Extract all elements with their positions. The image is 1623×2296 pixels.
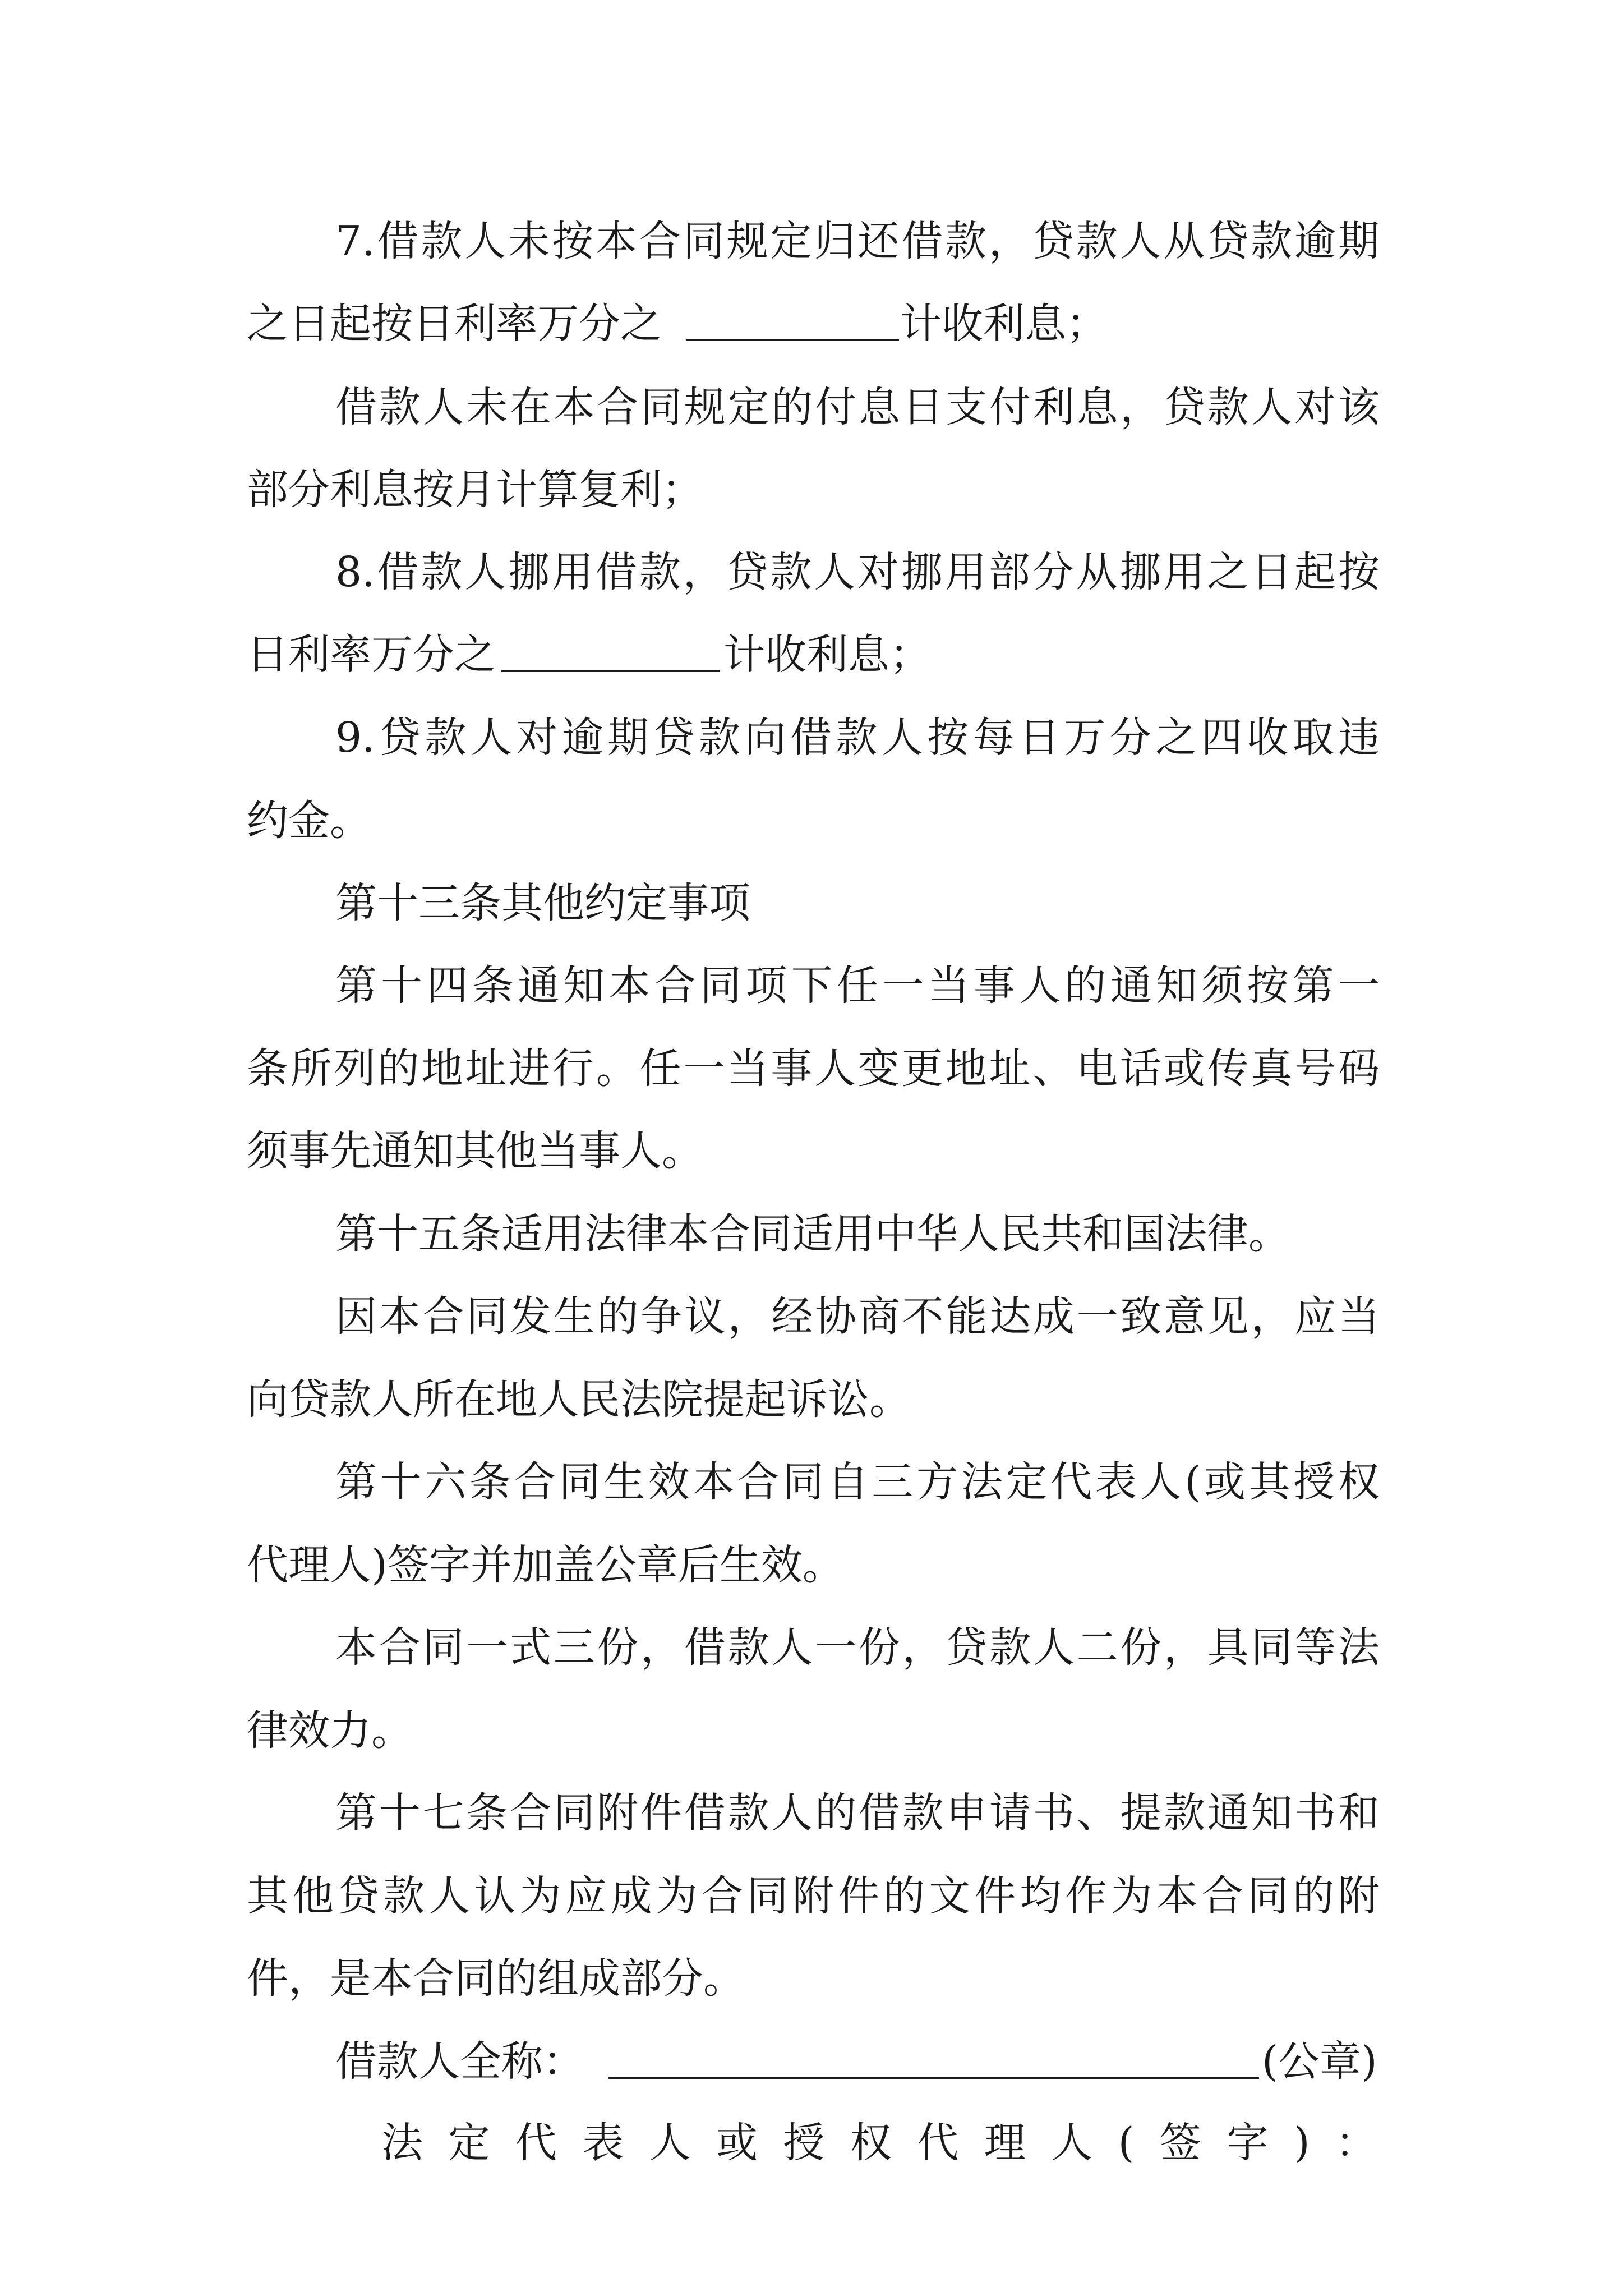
fill-in-blank-field [501, 633, 720, 672]
text-line: 其他贷款人认为应成为合同附件的文件均作为本合同的附 [247, 1872, 1380, 1920]
text-line: 因本合同发生的争议，经协商不能达成一致意见，应当 [335, 1292, 1380, 1341]
text-line: 第十六条合同生效本合同自三方法定代表人(或其授权 [335, 1458, 1380, 1506]
borrower-name-label: 借款人全称： [335, 2037, 584, 2086]
text-line: 之日起按日利率万分之 [247, 300, 662, 348]
text-line: 向贷款人所在地人民法院提起诉讼。 [247, 1375, 911, 1424]
borrower-name-field [608, 2040, 1259, 2079]
text-line: 第十四条通知本合同项下任一当事人的通知须按第一 [335, 961, 1380, 1010]
text-line: 须事先通知其他当事人。 [247, 1127, 703, 1175]
text-line: 计收利息； [723, 631, 931, 679]
seal-label: (公章) [1262, 2037, 1377, 2086]
representative-label: 法定代表人或授权代理人(签字)： [381, 2119, 1377, 2167]
text-line: 条所列的地址进行。任一当事人变更地址、电话或传真号码 [247, 1045, 1380, 1093]
text-line: 8.借款人挪用借款，贷款人对挪用部分从挪用之日起按 [335, 548, 1380, 596]
text-line: 9.贷款人对逾期贷款向借款人按每日万分之四收取违 [335, 714, 1380, 762]
text-line: 部分利息按月计算复利； [247, 466, 703, 514]
text-line: 件，是本合同的组成部分。 [247, 1954, 745, 2003]
text-line: 日利率万分之 [247, 631, 496, 679]
text-line: 本合同一式三份，借款人一份，贷款人二份，具同等法 [335, 1623, 1380, 1672]
section-heading: 第十三条其他约定事项 [335, 879, 750, 927]
fill-in-blank-field [686, 302, 899, 341]
text-line: 律效力。 [247, 1706, 413, 1755]
text-line: 第十五条适用法律本合同适用中华人民共和国法律。 [335, 1210, 1290, 1258]
text-line: 第十七条合同附件借款人的借款申请书、提款通知书和 [335, 1789, 1380, 1837]
text-line: 代理人)签字并加盖公章后生效。 [247, 1541, 844, 1589]
text-line: 计收利息； [900, 300, 1108, 348]
text-line: 7.借款人未按本合同规定归还借款，贷款人从贷款逾期 [335, 217, 1380, 265]
text-line: 约金。 [247, 797, 371, 845]
text-line: 借款人未在本合同规定的付息日支付利息，贷款人对该 [335, 383, 1380, 431]
